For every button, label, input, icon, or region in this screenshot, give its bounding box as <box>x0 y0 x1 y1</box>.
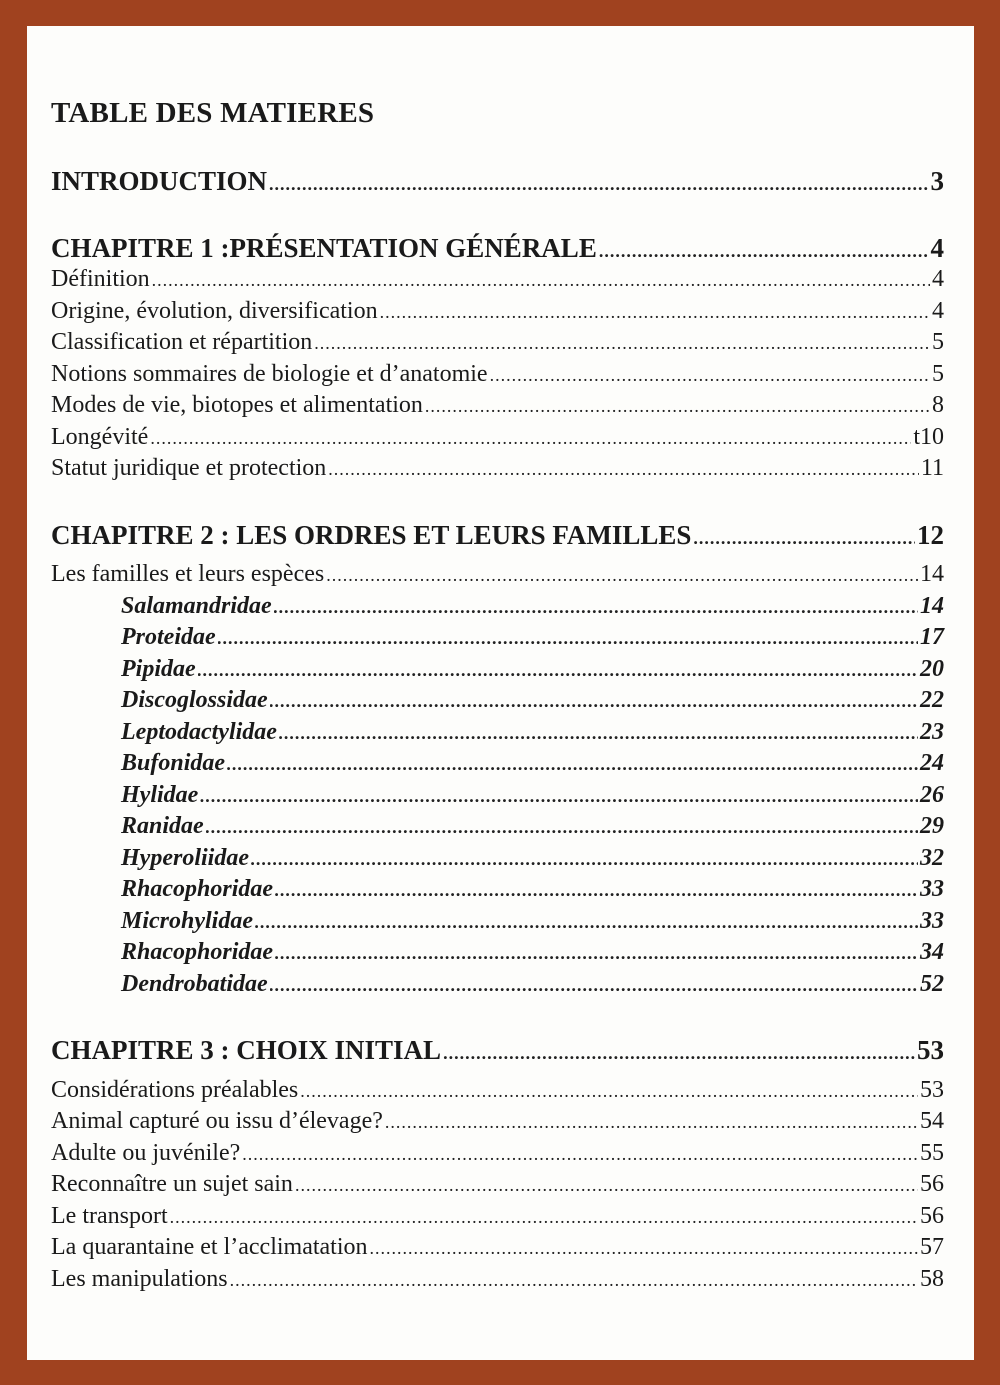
toc-entry <box>51 264 944 296</box>
dot-leader <box>314 328 930 360</box>
toc-page-number: 58 <box>920 1265 944 1292</box>
toc-page-number: 33 <box>920 907 944 934</box>
toc-entry <box>51 1232 944 1264</box>
toc-entry <box>51 1106 944 1138</box>
chapter-heading <box>51 1035 944 1067</box>
chapter-heading <box>51 520 944 552</box>
toc-entry <box>51 1138 944 1170</box>
dot-leader <box>269 169 928 201</box>
dot-leader <box>274 592 918 624</box>
toc-entry <box>51 1264 944 1296</box>
toc-family-entry <box>51 843 944 875</box>
toc-page-number: 11 <box>920 455 944 481</box>
toc-page-number: 20 <box>920 655 944 682</box>
toc-family-entry <box>51 780 944 812</box>
toc-page-number: 53 <box>917 1035 944 1065</box>
toc-family-entry <box>51 748 944 780</box>
toc-entry-label: Le transport <box>51 1202 168 1229</box>
toc-page-number: 32 <box>920 844 944 871</box>
toc-page-number: 12 <box>917 519 944 550</box>
toc-page-number: 34 <box>920 939 944 965</box>
toc-page-number: 4 <box>932 266 944 292</box>
dot-leader <box>200 781 918 813</box>
toc-page-number: 55 <box>920 1139 944 1166</box>
toc-page-number: 24 <box>920 750 944 776</box>
toc-page-number: 3 <box>930 166 944 196</box>
toc-page-number: 57 <box>920 1234 944 1260</box>
dot-leader <box>693 523 915 555</box>
dot-leader <box>218 623 918 655</box>
toc-entry <box>51 1169 944 1201</box>
toc-entry-label: Longévité <box>51 423 149 450</box>
document-page <box>27 26 974 1360</box>
toc-entry <box>51 359 944 391</box>
toc-page-number: 56 <box>920 1171 944 1197</box>
chapter-title: CHAPITRE 2 : LES ORDRES ET LEURS FAMILLES <box>51 519 692 550</box>
toc-entry <box>51 296 944 328</box>
toc-family-entry <box>51 906 944 938</box>
toc-family-entry <box>51 937 944 969</box>
dot-leader <box>380 297 930 329</box>
toc-entry-label: Les familles et leurs espèces <box>51 561 325 587</box>
toc-entry-label: Notions sommaires de biologie et d’anatomie <box>51 360 488 387</box>
dot-leader <box>242 1139 918 1171</box>
family-name: Microhylidae <box>121 907 253 934</box>
dot-leader <box>300 1076 918 1108</box>
toc-entry-label: La quarantaine et l’acclimatation <box>51 1234 368 1260</box>
toc-page-number: 4 <box>930 232 944 263</box>
dot-leader <box>206 812 918 844</box>
toc-entry-introduction <box>51 166 944 198</box>
toc-entry <box>51 327 944 359</box>
dot-leader <box>385 1107 918 1139</box>
toc-family-entry <box>51 685 944 717</box>
toc-family-entry <box>51 591 944 623</box>
toc-entry <box>51 453 944 485</box>
toc-page-number: 29 <box>920 813 944 839</box>
toc-page-number: 33 <box>920 876 944 902</box>
dot-leader <box>275 875 918 907</box>
family-name: Hylidae <box>121 781 199 808</box>
toc-page-number: 56 <box>920 1202 944 1229</box>
toc-entry-label: INTRODUCTION <box>51 166 268 196</box>
toc-entry <box>51 390 944 422</box>
toc-page-number: 22 <box>920 687 944 713</box>
toc-entry-label: Reconnaître un sujet sain <box>51 1171 293 1197</box>
dot-leader <box>326 560 918 592</box>
chapter-title: CHAPITRE 1 :PRÉSENTATION GÉNÉRALE <box>51 232 597 263</box>
dot-leader <box>230 1265 918 1297</box>
toc-page-number: 54 <box>920 1108 944 1134</box>
toc-family-entry <box>51 717 944 749</box>
dot-leader <box>255 907 918 939</box>
toc-page-number: 23 <box>920 718 944 745</box>
dot-leader <box>270 970 918 1002</box>
family-name: Salamandridae <box>121 592 272 619</box>
dot-leader <box>150 423 911 455</box>
toc-entry-label: Modes de vie, biotopes et alimentation <box>51 392 423 418</box>
dot-leader <box>279 718 918 750</box>
toc-page-number: 26 <box>920 781 944 808</box>
toc-entry <box>51 1201 944 1233</box>
toc-family-entry <box>51 811 944 843</box>
toc-entry-label: Les manipulations <box>51 1265 228 1292</box>
toc-entry-label: Origine, évolution, diversification <box>51 297 378 324</box>
toc-page-number: 14 <box>920 592 944 619</box>
dot-leader <box>275 938 918 970</box>
toc-page-number: 5 <box>932 360 944 387</box>
dot-leader <box>443 1038 915 1070</box>
dot-leader <box>251 844 918 876</box>
toc-family-entry <box>51 622 944 654</box>
dot-leader <box>599 236 929 268</box>
toc-page-number: 4 <box>932 297 944 324</box>
page-title: TABLE DES MATIERES <box>51 97 375 129</box>
family-name: Ranidae <box>121 813 204 839</box>
toc-family-entry <box>51 654 944 686</box>
dot-leader <box>198 655 918 687</box>
toc-page-number: 52 <box>920 970 944 997</box>
toc-page-number: 53 <box>920 1076 944 1103</box>
toc-page-number: t10 <box>913 423 944 450</box>
toc-family-entry <box>51 874 944 906</box>
chapter-heading <box>51 233 944 265</box>
family-name: Proteidae <box>121 624 216 650</box>
toc-entry-label: Adulte ou juvénile? <box>51 1139 241 1166</box>
family-name: Bufonidae <box>121 750 226 776</box>
family-name: Leptodactylidae <box>121 718 277 745</box>
family-name: Rhacophoridae <box>121 876 274 902</box>
toc-entry <box>51 422 944 454</box>
dot-leader <box>490 360 930 392</box>
toc-entry-label: Animal capturé ou issu d’élevage? <box>51 1108 383 1134</box>
toc-page-number: 5 <box>932 329 944 355</box>
family-name: Rhacophoridae <box>121 939 274 965</box>
dot-leader <box>370 1233 919 1265</box>
dot-leader <box>270 686 918 718</box>
toc-page-number: 8 <box>932 392 944 418</box>
toc-entry-label: Statut juridique et protection <box>51 455 327 481</box>
toc-entry <box>51 1075 944 1107</box>
dot-leader <box>425 391 930 423</box>
dot-leader <box>295 1170 918 1202</box>
dot-leader <box>170 1202 918 1234</box>
toc-entry-label: Classification et répartition <box>51 329 313 355</box>
chapter-title: CHAPITRE 3 : CHOIX INITIAL <box>51 1035 442 1065</box>
family-name: Discoglossidae <box>121 687 268 713</box>
family-name: Hyperoliidae <box>121 844 249 871</box>
family-name: Dendrobatidae <box>121 970 268 997</box>
dot-leader <box>227 749 918 781</box>
toc-entry-label: Considérations préalables <box>51 1076 299 1103</box>
toc-entry <box>51 559 944 591</box>
toc-entry-label: Définition <box>51 266 150 292</box>
toc-page-number: 14 <box>920 561 944 587</box>
toc-family-entry <box>51 969 944 1001</box>
dot-leader <box>328 454 919 486</box>
toc-page-number: 17 <box>920 624 944 650</box>
family-name: Pipidae <box>121 655 196 682</box>
dot-leader <box>152 265 930 297</box>
